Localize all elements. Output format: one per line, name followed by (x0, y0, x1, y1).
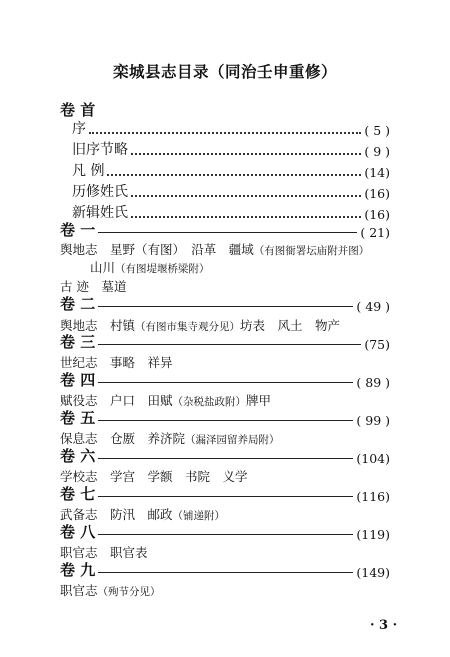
page-number: (119) (356, 527, 390, 542)
leader-line (98, 232, 357, 233)
page-number: (16) (364, 186, 390, 201)
leader-line (98, 534, 353, 535)
volume-label: 卷 二 (60, 295, 96, 313)
toc-entry-label: 旧序节略 (72, 142, 128, 158)
page-number: ( 21) (360, 225, 390, 240)
toc-volume-5[interactable] (60, 408, 390, 428)
page-number: (149) (356, 565, 390, 580)
page-number: ( 89 ) (356, 375, 390, 390)
volume-5-contents: 保息志 仓厫 养济院（漏泽园留养局附） (60, 431, 280, 446)
toc-entry-label: 凡 例 (72, 163, 105, 179)
leader-line (98, 496, 353, 497)
page-number-footer: · 3 · (370, 618, 398, 633)
toc-entry-xu[interactable] (72, 118, 390, 138)
toc-entry-label: 序 (72, 121, 86, 137)
toc-entry-fanli[interactable] (72, 160, 390, 180)
leader-dots (107, 174, 361, 176)
page-number: (116) (356, 489, 390, 504)
toc-volume-8[interactable] (60, 522, 390, 542)
toc-entry-jiuxujielue[interactable] (72, 139, 390, 159)
leader-line (98, 344, 361, 345)
volume-9-contents: 职官志（殉节分见） (60, 583, 161, 598)
volume-label: 卷 五 (60, 409, 96, 427)
volume-7-contents: 武备志 防汛 邮政（铺递附） (60, 507, 226, 522)
toc-entry-label: 历修姓氏 (72, 184, 128, 200)
page-number: (14) (364, 165, 390, 180)
volume-6-contents: 学校志 学宫 学额 书院 义学 (60, 469, 248, 484)
volume-label: 卷 七 (60, 485, 96, 503)
leader-dots (131, 195, 361, 197)
page-number: ( 9 ) (364, 144, 390, 159)
toc-volume-7[interactable] (60, 484, 390, 504)
toc-volume-1[interactable] (60, 220, 390, 240)
volume-3-contents: 世纪志 事略 祥异 (60, 355, 173, 370)
leader-dots (131, 153, 361, 155)
page-number: (16) (364, 207, 390, 222)
volume-2-contents: 舆地志 村镇（有图市集寺观分见）坊表 风土 物产 (60, 318, 341, 333)
leader-line (98, 420, 353, 421)
toc-entry-lixiuxingshi[interactable] (72, 181, 390, 201)
toc-entry-xinjixingshi[interactable] (72, 202, 390, 222)
volume-label: 卷 六 (60, 447, 96, 465)
volume-1-contents-line-3: 古 迹 墓道 (60, 279, 127, 294)
volume-label: 卷 四 (60, 371, 96, 389)
volume-label: 卷 八 (60, 523, 96, 541)
leader-line (98, 306, 353, 307)
toc-entry-label: 新辑姓氏 (72, 205, 128, 221)
page-number: ( 49 ) (356, 299, 390, 314)
volume-label: 卷 一 (60, 221, 96, 239)
volume-4-contents: 赋役志 户口 田赋（杂税盐政附）牌甲 (60, 393, 272, 408)
page-number: (104) (356, 451, 390, 466)
leader-dots (131, 216, 361, 218)
toc-volume-6[interactable] (60, 446, 390, 466)
volume-label: 卷 三 (60, 333, 96, 351)
volume-8-contents: 职官志 职官表 (60, 545, 148, 560)
leader-dots (89, 132, 361, 134)
volume-1-contents-line-1: 舆地志 星野（有图） 沿革 疆域（有图衙署坛庙附并图） (60, 242, 370, 257)
leader-line (98, 458, 353, 459)
section-heading-juanshou: 卷 首 (60, 101, 96, 119)
volume-label: 卷 九 (60, 561, 96, 579)
leader-line (98, 382, 353, 383)
toc-volume-9[interactable] (60, 560, 390, 580)
toc-volume-2[interactable] (60, 294, 390, 314)
toc-volume-4[interactable] (60, 370, 390, 390)
leader-line (98, 572, 353, 573)
page-number: ( 5 ) (364, 123, 390, 138)
page-title: 栾城县志目录（同治壬申重修） (112, 62, 337, 81)
volume-1-contents-line-2: 山川（有图堤堰桥梁附） (90, 260, 210, 275)
toc-volume-3[interactable] (60, 332, 390, 352)
page-number: (75) (364, 337, 390, 352)
page-number: ( 99 ) (356, 413, 390, 428)
